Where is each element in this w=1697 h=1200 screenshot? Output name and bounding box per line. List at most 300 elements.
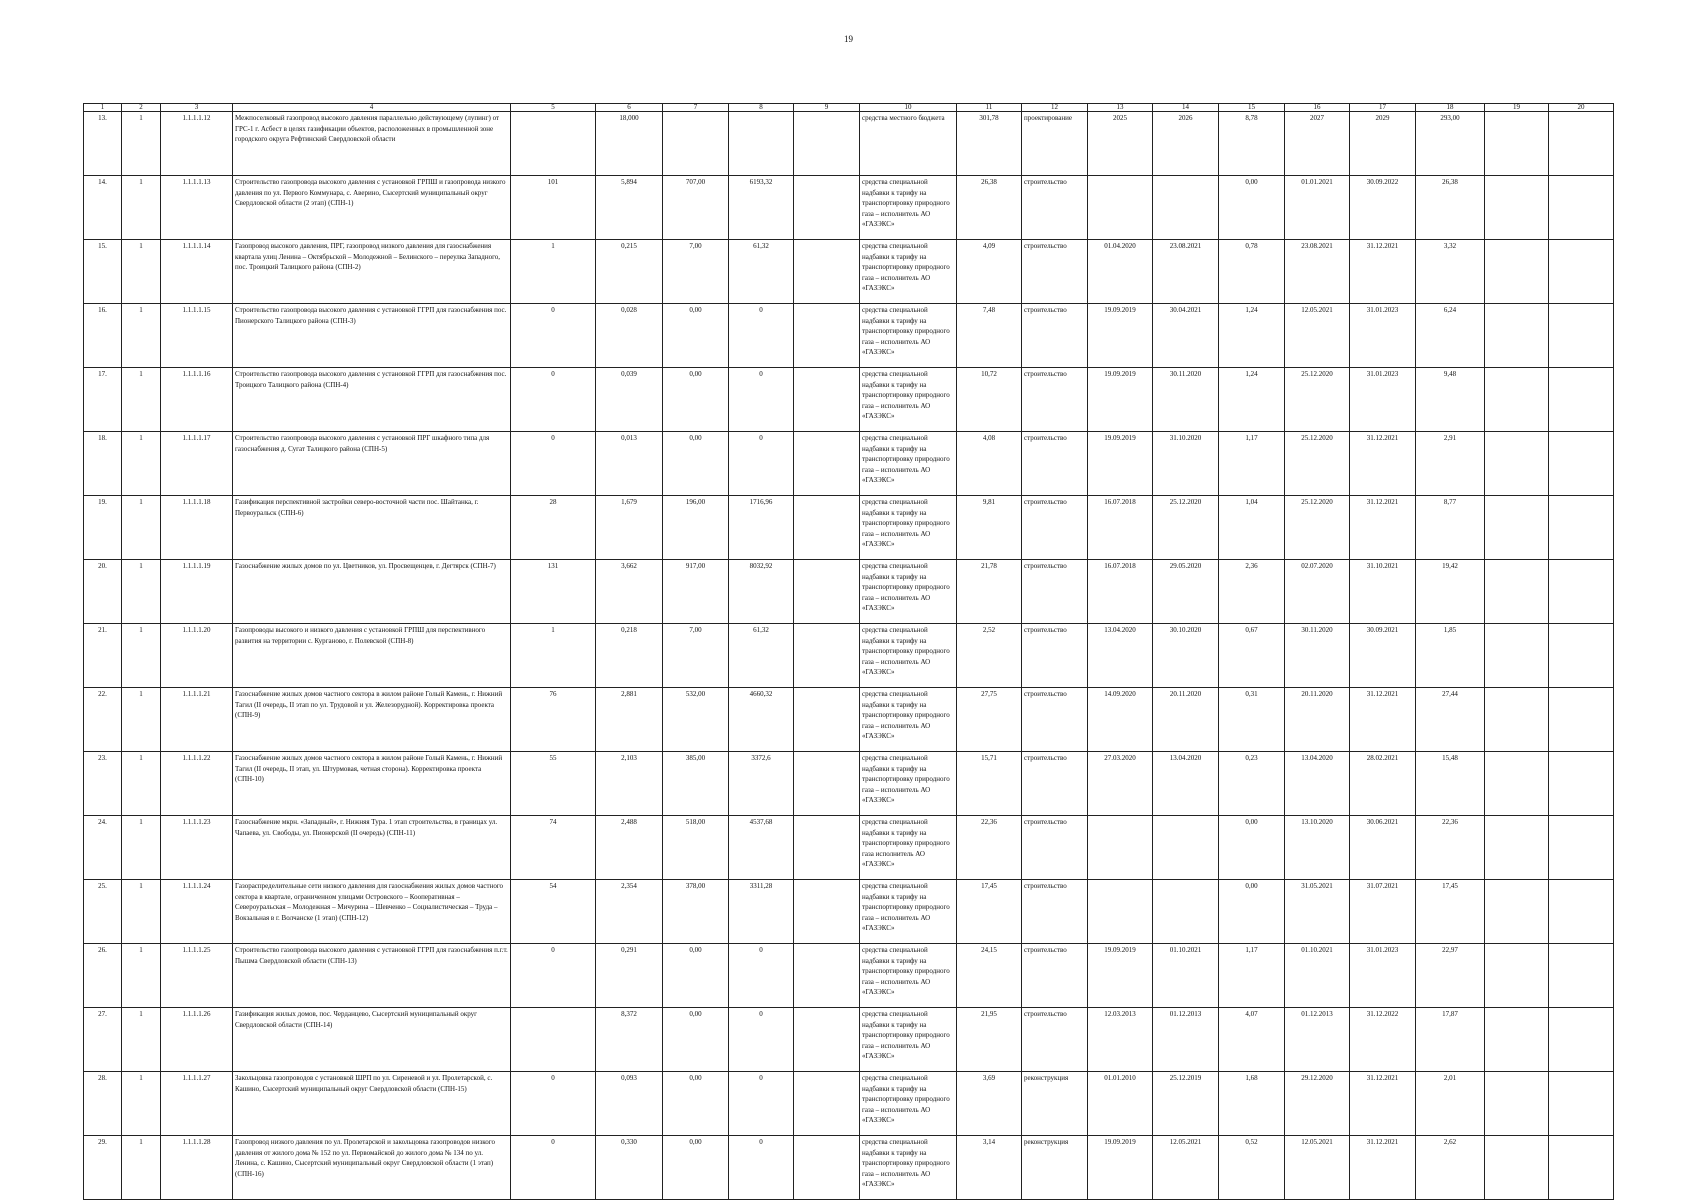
- remaining-value: 17,87: [1416, 1008, 1485, 1072]
- column-20: [1549, 752, 1614, 816]
- column-19: [1485, 1008, 1549, 1072]
- total-cost: 2,52: [957, 624, 1022, 688]
- column-5: 55: [511, 752, 596, 816]
- funding-source: средства специальной надбавки к тарифу на транспортировку природного газа – исполнитель АО «ГАЗЭКС»: [860, 368, 957, 432]
- object-code: 1.1.1.1.16: [161, 368, 233, 432]
- remaining-value: 22,97: [1416, 944, 1485, 1008]
- column-7: 532,00: [663, 688, 729, 752]
- next-start-date: 01.01.2021: [1285, 176, 1350, 240]
- column-9: [794, 304, 860, 368]
- column-19: [1485, 368, 1549, 432]
- object-code: 1.1.1.1.21: [161, 688, 233, 752]
- spent-value: 0,52: [1219, 1136, 1285, 1200]
- table-row: [84, 560, 1614, 624]
- column-8: 0: [729, 304, 794, 368]
- table-row: [84, 368, 1614, 432]
- column-number: 9: [794, 104, 860, 112]
- next-end-date: 31.07.2021: [1350, 880, 1416, 944]
- work-stage: строительство: [1022, 240, 1088, 304]
- work-stage: строительство: [1022, 368, 1088, 432]
- next-start-date: 29.12.2020: [1285, 1072, 1350, 1136]
- column-5: 0: [511, 1072, 596, 1136]
- column-8: 4537,68: [729, 816, 794, 880]
- column-20: [1549, 176, 1614, 240]
- next-start-date: 25.12.2020: [1285, 432, 1350, 496]
- column-9: [794, 240, 860, 304]
- start-date: 13.04.2020: [1088, 624, 1153, 688]
- spent-value: 4,07: [1219, 1008, 1285, 1072]
- column-7: 0,00: [663, 1136, 729, 1200]
- total-cost: 3,14: [957, 1136, 1022, 1200]
- next-start-date: 01.10.2021: [1285, 944, 1350, 1008]
- spent-value: 1,17: [1219, 944, 1285, 1008]
- end-date: 30.04.2021: [1153, 304, 1219, 368]
- start-date: 16.07.2018: [1088, 496, 1153, 560]
- column-8: 0: [729, 432, 794, 496]
- spent-value: 1,24: [1219, 304, 1285, 368]
- next-end-date: 31.01.2023: [1350, 944, 1416, 1008]
- length-km: 0,291: [596, 944, 663, 1008]
- next-end-date: 31.01.2023: [1350, 368, 1416, 432]
- column-7: 196,00: [663, 496, 729, 560]
- total-cost: 10,72: [957, 368, 1022, 432]
- column-2: 1: [122, 496, 161, 560]
- remaining-value: 2,91: [1416, 432, 1485, 496]
- object-code: 1.1.1.1.22: [161, 752, 233, 816]
- start-date: 27.03.2020: [1088, 752, 1153, 816]
- column-20: [1549, 560, 1614, 624]
- column-20: [1549, 1136, 1614, 1200]
- column-19: [1485, 304, 1549, 368]
- column-20: [1549, 944, 1614, 1008]
- remaining-value: 1,85: [1416, 624, 1485, 688]
- next-end-date: 28.02.2021: [1350, 752, 1416, 816]
- row-number: 18.: [84, 432, 122, 496]
- total-cost: 7,48: [957, 304, 1022, 368]
- length-km: 2,354: [596, 880, 663, 944]
- column-7: 7,00: [663, 240, 729, 304]
- length-km: 0,039: [596, 368, 663, 432]
- end-date: [1153, 176, 1219, 240]
- column-7: 0,00: [663, 304, 729, 368]
- column-number: 7: [663, 104, 729, 112]
- remaining-value: 6,24: [1416, 304, 1485, 368]
- column-2: 1: [122, 1136, 161, 1200]
- table-row: [84, 112, 1614, 176]
- column-number: 2: [122, 104, 161, 112]
- column-8: 61,32: [729, 624, 794, 688]
- remaining-value: 26,38: [1416, 176, 1485, 240]
- column-8: 0: [729, 1008, 794, 1072]
- column-8: 0: [729, 1136, 794, 1200]
- next-start-date: 01.12.2013: [1285, 1008, 1350, 1072]
- work-stage: строительство: [1022, 432, 1088, 496]
- column-5: 131: [511, 560, 596, 624]
- funding-source: средства специальной надбавки к тарифу на транспортировку природного газа – исполнитель АО «ГАЗЭКС»: [860, 752, 957, 816]
- end-date: 20.11.2020: [1153, 688, 1219, 752]
- column-8: 6193,32: [729, 176, 794, 240]
- start-date: 19.09.2019: [1088, 1136, 1153, 1200]
- column-5: 54: [511, 880, 596, 944]
- column-9: [794, 1136, 860, 1200]
- next-end-date: 31.12.2021: [1350, 688, 1416, 752]
- column-20: [1549, 112, 1614, 176]
- funding-source: средства специальной надбавки к тарифу на транспортировку природного газа исполнитель АО «ГАЗЭКС»: [860, 816, 957, 880]
- column-number: 13: [1088, 104, 1153, 112]
- work-stage: строительство: [1022, 688, 1088, 752]
- column-7: 518,00: [663, 816, 729, 880]
- work-stage: строительство: [1022, 880, 1088, 944]
- next-start-date: 13.10.2020: [1285, 816, 1350, 880]
- funding-source: средства специальной надбавки к тарифу на транспортировку природного газа – исполнитель АО «ГАЗЭКС»: [860, 880, 957, 944]
- column-5: 1: [511, 240, 596, 304]
- column-8: 8032,92: [729, 560, 794, 624]
- start-date: [1088, 176, 1153, 240]
- column-19: [1485, 816, 1549, 880]
- next-end-date: 2029: [1350, 112, 1416, 176]
- column-9: [794, 1072, 860, 1136]
- column-19: [1485, 176, 1549, 240]
- column-7: [663, 112, 729, 176]
- object-code: 1.1.1.1.24: [161, 880, 233, 944]
- column-19: [1485, 624, 1549, 688]
- column-5: 28: [511, 496, 596, 560]
- total-cost: 9,81: [957, 496, 1022, 560]
- funding-source: средства специальной надбавки к тарифу на транспортировку природного газа – исполнитель АО «ГАЗЭКС»: [860, 304, 957, 368]
- spent-value: 1,68: [1219, 1072, 1285, 1136]
- start-date: 01.04.2020: [1088, 240, 1153, 304]
- column-number: 3: [161, 104, 233, 112]
- length-km: 0,013: [596, 432, 663, 496]
- column-20: [1549, 880, 1614, 944]
- column-2: 1: [122, 752, 161, 816]
- next-end-date: 30.09.2022: [1350, 176, 1416, 240]
- length-km: 0,093: [596, 1072, 663, 1136]
- total-cost: 4,09: [957, 240, 1022, 304]
- column-number: 17: [1350, 104, 1416, 112]
- start-date: 19.09.2019: [1088, 368, 1153, 432]
- work-stage: строительство: [1022, 176, 1088, 240]
- end-date: 01.10.2021: [1153, 944, 1219, 1008]
- table-row: [84, 432, 1614, 496]
- length-km: 18,000: [596, 112, 663, 176]
- length-km: 3,662: [596, 560, 663, 624]
- column-number: 1: [84, 104, 122, 112]
- page-number: 19: [844, 34, 853, 44]
- end-date: 30.10.2020: [1153, 624, 1219, 688]
- remaining-value: 9,48: [1416, 368, 1485, 432]
- remaining-value: 2,01: [1416, 1072, 1485, 1136]
- start-date: [1088, 816, 1153, 880]
- column-7: 917,00: [663, 560, 729, 624]
- column-8: [729, 112, 794, 176]
- column-19: [1485, 1136, 1549, 1200]
- start-date: 12.03.2013: [1088, 1008, 1153, 1072]
- table-row: [84, 304, 1614, 368]
- next-start-date: 12.05.2021: [1285, 304, 1350, 368]
- column-2: 1: [122, 176, 161, 240]
- column-20: [1549, 624, 1614, 688]
- work-stage: строительство: [1022, 816, 1088, 880]
- total-cost: 26,38: [957, 176, 1022, 240]
- column-8: 61,32: [729, 240, 794, 304]
- row-number: 15.: [84, 240, 122, 304]
- object-name: Строительство газопровода высокого давления с установкой ГГРП для газоснабжения п.г.т. Пышма Свердловской области (СПН-13): [233, 944, 511, 1008]
- column-number: 18: [1416, 104, 1485, 112]
- remaining-value: 27,44: [1416, 688, 1485, 752]
- row-number: 27.: [84, 1008, 122, 1072]
- start-date: 2025: [1088, 112, 1153, 176]
- column-20: [1549, 688, 1614, 752]
- table-row: [84, 1008, 1614, 1072]
- row-number: 26.: [84, 944, 122, 1008]
- column-19: [1485, 752, 1549, 816]
- column-20: [1549, 1008, 1614, 1072]
- row-number: 23.: [84, 752, 122, 816]
- column-5: [511, 1008, 596, 1072]
- object-name: Строительство газопровода высокого давления с установкой ГРПШ и газопровода низкого давления по ул. Первого Коммунара, с. Аверино, Сысертский муниципальный округ Свердловской области (2 этап) (СПН-1): [233, 176, 511, 240]
- column-number: 15: [1219, 104, 1285, 112]
- remaining-value: 3,32: [1416, 240, 1485, 304]
- funding-source: средства местного бюджета: [860, 112, 957, 176]
- column-2: 1: [122, 816, 161, 880]
- end-date: 25.12.2019: [1153, 1072, 1219, 1136]
- length-km: 1,679: [596, 496, 663, 560]
- end-date: 2026: [1153, 112, 1219, 176]
- start-date: 19.09.2019: [1088, 432, 1153, 496]
- object-code: 1.1.1.1.28: [161, 1136, 233, 1200]
- column-2: 1: [122, 1008, 161, 1072]
- column-number: 14: [1153, 104, 1219, 112]
- total-cost: 17,45: [957, 880, 1022, 944]
- column-5: 1: [511, 624, 596, 688]
- column-9: [794, 112, 860, 176]
- spent-value: 0,67: [1219, 624, 1285, 688]
- object-name: Газификация жилых домов, пос. Черданцево, Сысертский муниципальный округ Свердловской области (СПН-14): [233, 1008, 511, 1072]
- total-cost: 24,15: [957, 944, 1022, 1008]
- total-cost: 3,69: [957, 1072, 1022, 1136]
- spent-value: 0,78: [1219, 240, 1285, 304]
- column-number: 8: [729, 104, 794, 112]
- total-cost: 21,78: [957, 560, 1022, 624]
- column-20: [1549, 816, 1614, 880]
- column-9: [794, 176, 860, 240]
- funding-source: средства специальной надбавки к тарифу на транспортировку природного газа – исполнитель АО «ГАЗЭКС»: [860, 240, 957, 304]
- object-code: 1.1.1.1.18: [161, 496, 233, 560]
- funding-source: средства специальной надбавки к тарифу на транспортировку природного газа – исполнитель АО «ГАЗЭКС»: [860, 944, 957, 1008]
- column-20: [1549, 304, 1614, 368]
- column-9: [794, 560, 860, 624]
- column-8: 4660,32: [729, 688, 794, 752]
- object-name: Газификация перспективной застройки северо-восточной части пос. Шайтанка, г. Первоуральск (СПН-6): [233, 496, 511, 560]
- next-end-date: 31.12.2022: [1350, 1008, 1416, 1072]
- object-code: 1.1.1.1.19: [161, 560, 233, 624]
- column-7: 0,00: [663, 1072, 729, 1136]
- column-number-row: [84, 104, 1614, 112]
- table-row: [84, 944, 1614, 1008]
- spent-value: 1,24: [1219, 368, 1285, 432]
- row-number: 14.: [84, 176, 122, 240]
- column-20: [1549, 1072, 1614, 1136]
- column-19: [1485, 240, 1549, 304]
- row-number: 25.: [84, 880, 122, 944]
- funding-source: средства специальной надбавки к тарифу на транспортировку природного газа – исполнитель АО «ГАЗЭКС»: [860, 432, 957, 496]
- funding-source: средства специальной надбавки к тарифу на транспортировку природного газа – исполнитель АО «ГАЗЭКС»: [860, 688, 957, 752]
- column-9: [794, 944, 860, 1008]
- column-number: 4: [233, 104, 511, 112]
- work-stage: строительство: [1022, 944, 1088, 1008]
- start-date: 01.01.2010: [1088, 1072, 1153, 1136]
- end-date: 31.10.2020: [1153, 432, 1219, 496]
- spent-value: 2,36: [1219, 560, 1285, 624]
- column-5: 0: [511, 432, 596, 496]
- column-2: 1: [122, 880, 161, 944]
- work-stage: реконструкция: [1022, 1072, 1088, 1136]
- work-stage: строительство: [1022, 752, 1088, 816]
- row-number: 24.: [84, 816, 122, 880]
- column-2: 1: [122, 1072, 161, 1136]
- object-name: Закольцовка газопроводов с установкой ШРП по ул. Сиреневой и ул. Пролетарской, с. Кашино, Сысертский муниципальный округ Свердловской области (СПН-15): [233, 1072, 511, 1136]
- column-20: [1549, 432, 1614, 496]
- column-number: 20: [1549, 104, 1614, 112]
- next-start-date: 25.12.2020: [1285, 496, 1350, 560]
- spent-value: 0,23: [1219, 752, 1285, 816]
- funding-source: средства специальной надбавки к тарифу на транспортировку природного газа – исполнитель АО «ГАЗЭКС»: [860, 496, 957, 560]
- column-2: 1: [122, 944, 161, 1008]
- object-code: 1.1.1.1.12: [161, 112, 233, 176]
- end-date: [1153, 880, 1219, 944]
- table-row: [84, 752, 1614, 816]
- column-7: 0,00: [663, 368, 729, 432]
- object-code: 1.1.1.1.20: [161, 624, 233, 688]
- funding-source: средства специальной надбавки к тарифу на транспортировку природного газа – исполнитель АО «ГАЗЭКС»: [860, 624, 957, 688]
- work-stage: строительство: [1022, 560, 1088, 624]
- total-cost: 21,95: [957, 1008, 1022, 1072]
- column-2: 1: [122, 368, 161, 432]
- column-2: 1: [122, 560, 161, 624]
- remaining-value: 19,42: [1416, 560, 1485, 624]
- column-7: 0,00: [663, 432, 729, 496]
- column-19: [1485, 688, 1549, 752]
- row-number: 28.: [84, 1072, 122, 1136]
- object-code: 1.1.1.1.25: [161, 944, 233, 1008]
- length-km: 5,894: [596, 176, 663, 240]
- next-end-date: 31.12.2021: [1350, 432, 1416, 496]
- column-number: 6: [596, 104, 663, 112]
- table-row: [84, 176, 1614, 240]
- column-2: 1: [122, 304, 161, 368]
- row-number: 13.: [84, 112, 122, 176]
- funding-source: средства специальной надбавки к тарифу на транспортировку природного газа – исполнитель АО «ГАЗЭКС»: [860, 1136, 957, 1200]
- end-date: 01.12.2013: [1153, 1008, 1219, 1072]
- column-9: [794, 432, 860, 496]
- column-19: [1485, 112, 1549, 176]
- funding-source: средства специальной надбавки к тарифу на транспортировку природного газа – исполнитель АО «ГАЗЭКС»: [860, 560, 957, 624]
- column-20: [1549, 368, 1614, 432]
- column-9: [794, 624, 860, 688]
- length-km: 2,103: [596, 752, 663, 816]
- remaining-value: 15,48: [1416, 752, 1485, 816]
- next-start-date: 02.07.2020: [1285, 560, 1350, 624]
- next-start-date: 23.08.2021: [1285, 240, 1350, 304]
- column-8: 0: [729, 944, 794, 1008]
- funding-source: средства специальной надбавки к тарифу на транспортировку природного газа – исполнитель АО «ГАЗЭКС»: [860, 176, 957, 240]
- investment-program-table: [83, 103, 1614, 1200]
- column-number: 5: [511, 104, 596, 112]
- object-name: Газоснабжение жилых домов частного сектора в жилом районе Голый Камень, г. Нижний Тагил (II очередь, II этап, ул. Штурмовая, четная сторона). Корректировка проекта (СПН-10): [233, 752, 511, 816]
- next-start-date: 13.04.2020: [1285, 752, 1350, 816]
- end-date: [1153, 816, 1219, 880]
- column-7: 707,00: [663, 176, 729, 240]
- spent-value: 1,04: [1219, 496, 1285, 560]
- end-date: 23.08.2021: [1153, 240, 1219, 304]
- column-8: 3372,6: [729, 752, 794, 816]
- length-km: 8,372: [596, 1008, 663, 1072]
- work-stage: проектирование: [1022, 112, 1088, 176]
- row-number: 21.: [84, 624, 122, 688]
- start-date: [1088, 880, 1153, 944]
- column-2: 1: [122, 688, 161, 752]
- next-end-date: 31.12.2021: [1350, 496, 1416, 560]
- object-name: Газоснабжение жилых домов частного сектора в жилом районе Голый Камень, г. Нижний Тагил (II очередь, II этап по ул. Трудовой и ул. Железорудной). Корректировка проекта (СПН-9): [233, 688, 511, 752]
- column-7: 0,00: [663, 944, 729, 1008]
- length-km: 0,215: [596, 240, 663, 304]
- object-code: 1.1.1.1.27: [161, 1072, 233, 1136]
- work-stage: строительство: [1022, 624, 1088, 688]
- object-code: 1.1.1.1.15: [161, 304, 233, 368]
- next-end-date: 31.10.2021: [1350, 560, 1416, 624]
- table-row: [84, 240, 1614, 304]
- object-code: 1.1.1.1.26: [161, 1008, 233, 1072]
- remaining-value: 22,36: [1416, 816, 1485, 880]
- table-row: [84, 1072, 1614, 1136]
- column-19: [1485, 496, 1549, 560]
- total-cost: 4,08: [957, 432, 1022, 496]
- column-8: 0: [729, 1072, 794, 1136]
- column-7: 385,00: [663, 752, 729, 816]
- column-9: [794, 688, 860, 752]
- spent-value: 0,31: [1219, 688, 1285, 752]
- column-5: 0: [511, 368, 596, 432]
- table-row: [84, 1136, 1614, 1200]
- column-9: [794, 1008, 860, 1072]
- object-name: Газоснабжение жилых домов по ул. Цветников, ул. Просвещенцев, г. Дегтярск (СПН-7): [233, 560, 511, 624]
- remaining-value: 2,62: [1416, 1136, 1485, 1200]
- row-number: 29.: [84, 1136, 122, 1200]
- remaining-value: 17,45: [1416, 880, 1485, 944]
- spent-value: 0,00: [1219, 176, 1285, 240]
- object-name: Строительство газопровода высокого давления с установкой ПРГ шкафного типа для газоснабжения д. Сугат Талицкого района (СПН-5): [233, 432, 511, 496]
- column-2: 1: [122, 432, 161, 496]
- column-5: 0: [511, 1136, 596, 1200]
- next-end-date: 31.12.2021: [1350, 1136, 1416, 1200]
- end-date: 30.11.2020: [1153, 368, 1219, 432]
- next-start-date: 25.12.2020: [1285, 368, 1350, 432]
- end-date: 12.05.2021: [1153, 1136, 1219, 1200]
- start-date: 19.09.2019: [1088, 304, 1153, 368]
- column-number: 12: [1022, 104, 1088, 112]
- next-end-date: 31.12.2021: [1350, 1072, 1416, 1136]
- object-name: Строительство газопровода высокого давления с установкой ГГРП для газоснабжения пос. Троицкого Талицкого района (СПН-4): [233, 368, 511, 432]
- funding-source: средства специальной надбавки к тарифу на транспортировку природного газа – исполнитель АО «ГАЗЭКС»: [860, 1072, 957, 1136]
- total-cost: 301,78: [957, 112, 1022, 176]
- row-number: 17.: [84, 368, 122, 432]
- object-name: Газопровод высокого давления, ПРГ, газопровод низкого давления для газоснабжения квартала улиц Ленина – Октябрьской – Молодежной – Белинского – переулка Западного, пос. Троицкий Талицкого района (СПН-2): [233, 240, 511, 304]
- object-code: 1.1.1.1.13: [161, 176, 233, 240]
- column-8: 3311,28: [729, 880, 794, 944]
- column-5: 74: [511, 816, 596, 880]
- column-8: 1716,96: [729, 496, 794, 560]
